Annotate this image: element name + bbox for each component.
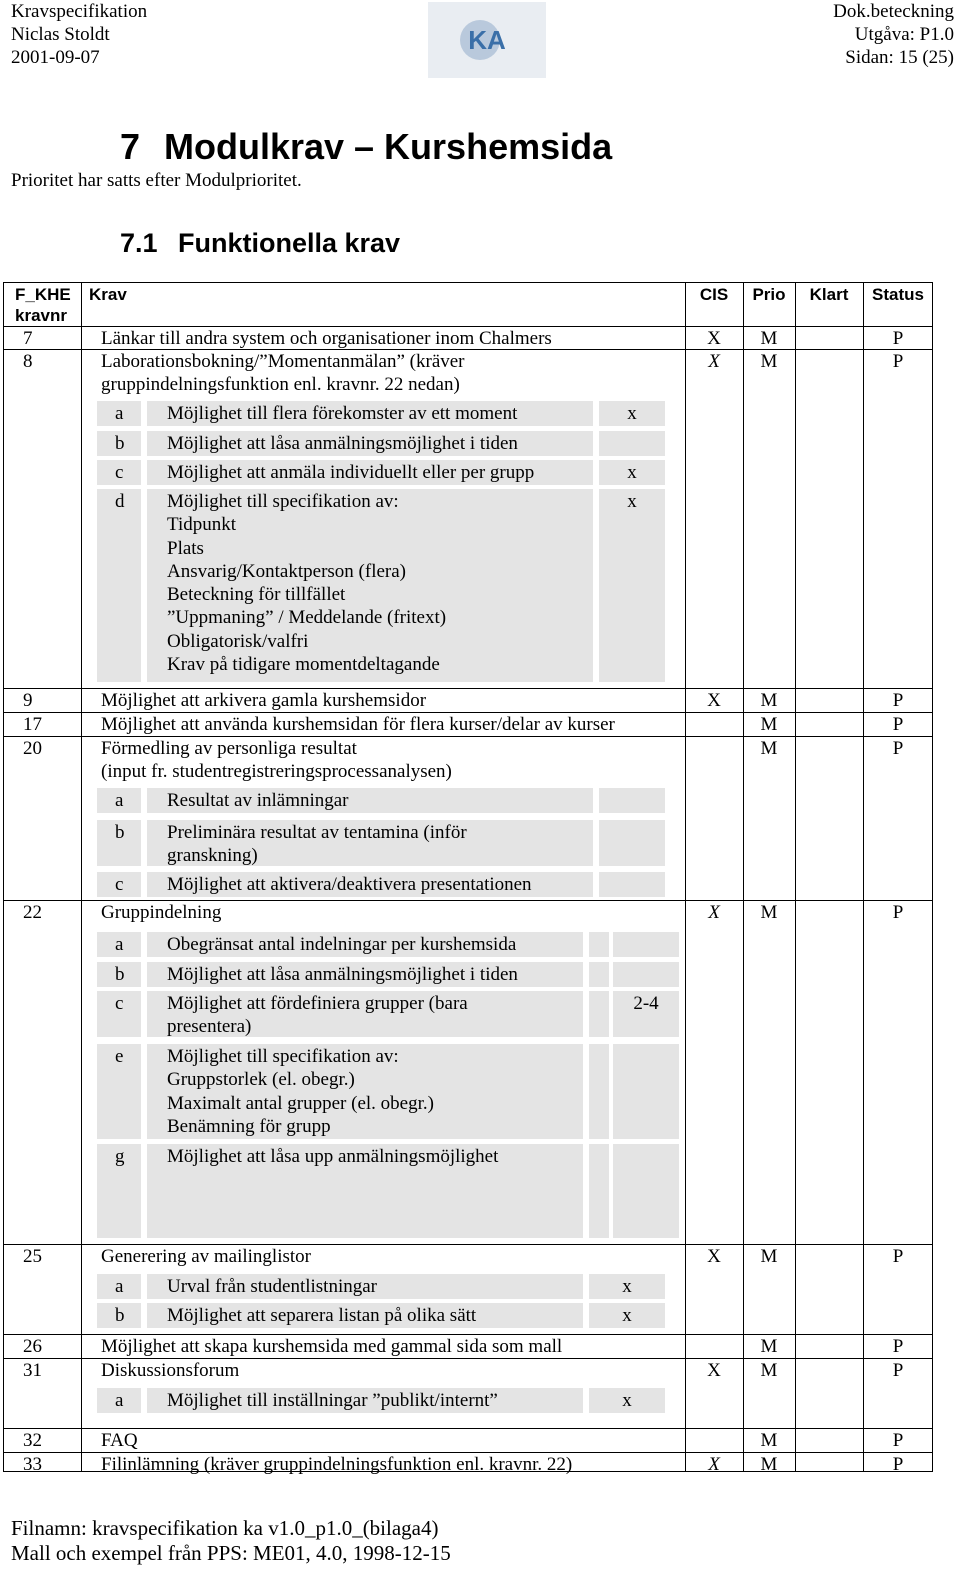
subitem-line: Plats	[167, 537, 204, 559]
requirement-line: FAQ	[101, 1430, 138, 1451]
prio-value: M	[760, 714, 778, 735]
doc-title: Kravspecifikation	[11, 1, 148, 22]
requirement-line: Förmedling av personliga resultat	[101, 738, 357, 759]
prio-value: M	[760, 1336, 778, 1357]
subitem-letter: a	[115, 790, 124, 811]
prio-value: M	[760, 902, 778, 923]
row-id: 7	[23, 328, 33, 349]
subitem-line: Gruppstorlek (el. obegr.)	[167, 1069, 355, 1091]
row-id: 22	[23, 902, 42, 923]
subitem-letter: a	[115, 1390, 124, 1411]
column-header-status: Status	[872, 285, 924, 304]
row-id: 8	[23, 351, 33, 372]
subitem-line: Obegränsat antal indelningar per kurshemsida	[167, 934, 517, 955]
subitem-line: Möjlighet att separera listan på olika sätt	[167, 1305, 477, 1326]
subitem-letter: e	[115, 1046, 124, 1067]
subitem-mark-box	[599, 431, 665, 456]
subitem-text	[167, 992, 468, 1039]
cis-value: X	[707, 1246, 721, 1267]
prio-value: M	[760, 1430, 778, 1451]
subitem-text	[167, 490, 446, 676]
subitem-mark: x	[622, 1276, 632, 1297]
footer-template: Mall och exempel från PPS: ME01, 4.0, 1998-12-15	[11, 1541, 451, 1565]
subitem-line: Benämning för grupp	[167, 1115, 331, 1137]
subitem-letter: d	[115, 491, 125, 512]
subitem-letter: b	[115, 1305, 125, 1326]
column-header-klart: Klart	[809, 285, 849, 304]
column-border	[3, 282, 4, 1472]
column-header-krav: Krav	[89, 285, 127, 304]
subitem-mark-box	[599, 788, 665, 813]
edition: Utgåva: P1.0	[854, 24, 954, 45]
subitem-extra-box	[613, 932, 679, 957]
requirement-text	[101, 1453, 572, 1476]
subitem-line: Möjlighet till specifikation av:	[167, 1046, 399, 1067]
subitem-mark: x	[622, 1390, 632, 1411]
column-header-cis: CIS	[699, 285, 729, 304]
status-value: P	[892, 328, 904, 349]
row-id: 25	[23, 1246, 42, 1267]
subitem-line: Möjlighet att låsa upp anmälningsmöjlighet	[167, 1146, 499, 1167]
subitem-mark-box	[599, 489, 665, 682]
status-value: P	[892, 1246, 904, 1267]
subitem-text	[167, 402, 517, 425]
requirement-text	[101, 713, 615, 736]
row-id: 31	[23, 1360, 42, 1381]
logo-icon	[452, 16, 522, 64]
requirement-text	[101, 1245, 311, 1268]
column-border	[81, 282, 82, 1472]
requirement-line: Diskussionsforum	[101, 1360, 240, 1381]
row-id: 26	[23, 1336, 42, 1357]
row-id: 33	[23, 1454, 42, 1475]
row-id: 17	[23, 714, 42, 735]
subitem-text	[167, 432, 518, 455]
column-border	[795, 282, 796, 1472]
date: 2001-09-07	[11, 47, 100, 68]
subitem-line: ”Uppmaning” / Meddelande (fritext)	[167, 607, 447, 629]
cis-value: X	[707, 1360, 721, 1381]
status-value: P	[892, 738, 904, 759]
cis-value: X	[708, 351, 720, 372]
subsection-heading	[120, 228, 400, 259]
requirements-table	[3, 282, 933, 1475]
status-value: P	[892, 1454, 904, 1475]
subitem-letter: a	[115, 1276, 124, 1297]
subsection-number: 7.1	[120, 228, 158, 258]
requirement-line: Möjlighet att skapa kurshemsida med gammal sida som mall	[101, 1336, 563, 1357]
subitem-letter: b	[115, 964, 125, 985]
subitem-line: presentera)	[167, 1016, 252, 1038]
company-logo	[428, 2, 546, 78]
row-border	[3, 282, 933, 283]
requirement-text	[101, 689, 426, 712]
subitem-text	[167, 933, 516, 956]
subitem-text	[167, 1389, 498, 1412]
footer	[11, 1516, 451, 1566]
subitem-letter: b	[115, 433, 125, 454]
intro-text: Prioritet har satts efter Modulprioritet.	[11, 170, 302, 191]
subitem-letter: c	[115, 993, 124, 1014]
requirement-text	[101, 901, 221, 924]
subitem-line: Urval från studentlistningar	[167, 1276, 378, 1297]
subitem-mark-box	[589, 1144, 609, 1238]
subitem-extra-box	[613, 1044, 679, 1139]
subitem-line: Möjlighet att anmäla individuellt eller per grupp	[167, 462, 535, 483]
subitem-text	[167, 821, 467, 868]
subitem-line: Möjlighet till specifikation av:	[167, 491, 399, 512]
requirement-text	[101, 350, 465, 396]
status-value: P	[892, 351, 904, 372]
requirement-line: (input fr. studentregistreringsprocessanalysen)	[101, 761, 452, 782]
status-value: P	[892, 1430, 904, 1451]
subitem-line: Preliminära resultat av tentamina (inför	[167, 822, 467, 843]
subitem-letter-box	[97, 489, 141, 682]
subitem-letter: b	[115, 822, 125, 843]
requirement-text	[101, 1429, 138, 1452]
subitem-letter: c	[115, 874, 124, 895]
subitem-mark-box	[599, 820, 665, 866]
subitem-text	[167, 1275, 377, 1298]
requirement-text	[101, 737, 452, 783]
requirement-text	[101, 1335, 562, 1358]
header-left	[11, 0, 147, 69]
subitem-text	[167, 963, 518, 986]
requirement-line: Möjlighet att arkivera gamla kurshemsidor	[101, 690, 427, 711]
subitem-extra-box	[613, 962, 679, 987]
header-line: F_KHE	[15, 285, 71, 304]
subitem-mark: x	[622, 1305, 632, 1326]
section-title: Modulkrav – Kurshemsida	[164, 126, 613, 167]
status-value: P	[892, 1336, 904, 1357]
cis-value: X	[707, 328, 721, 349]
subsection-title: Funktionella krav	[178, 228, 401, 258]
subitem-line: granskning)	[167, 845, 258, 867]
subitem-line: Möjlighet till flera förekomster av ett moment	[167, 403, 518, 424]
requirement-line: gruppindelningsfunktion enl. kravnr. 22 nedan)	[101, 374, 460, 395]
subitem-mark-box	[589, 991, 609, 1037]
subitem-line: Ansvarig/Kontaktperson (flera)	[167, 560, 407, 582]
subitem-line: Beteckning för tillfället	[167, 584, 346, 606]
header-line: kravnr	[15, 306, 67, 325]
column-border	[863, 282, 864, 1472]
requirement-line: Filinlämning (kräver gruppindelningsfunktion enl. kravnr. 22)	[101, 1454, 573, 1475]
status-value: P	[892, 902, 904, 923]
subitem-letter: g	[115, 1146, 125, 1167]
prio-value: M	[760, 738, 778, 759]
subitem-line: Möjlighet att aktivera/deaktivera presentationen	[167, 874, 532, 895]
subitem-text	[167, 873, 532, 896]
subitem-text	[167, 1045, 434, 1138]
prio-value: M	[760, 328, 778, 349]
header-right	[833, 0, 954, 69]
subitem-text	[167, 461, 534, 484]
prio-value: M	[760, 1454, 778, 1475]
column-border	[932, 282, 933, 1472]
subitem-mark: x	[627, 491, 637, 512]
column-border	[685, 282, 686, 1472]
prio-value: M	[760, 1360, 778, 1381]
column-header-id	[15, 284, 81, 326]
status-value: P	[892, 690, 904, 711]
status-value: P	[892, 714, 904, 735]
requirement-text	[101, 327, 552, 350]
requirement-line: Möjlighet att använda kurshemsidan för flera kurser/delar av kurser	[101, 714, 615, 735]
prio-value: M	[760, 1246, 778, 1267]
doc-id: Dok.beteckning	[833, 1, 954, 22]
subitem-text	[167, 1145, 498, 1168]
column-border	[743, 282, 744, 1472]
page-number: Sidan: 15 (25)	[845, 47, 954, 68]
subitem-line: Resultat av inlämningar	[167, 790, 349, 811]
subitem-letter: a	[115, 403, 124, 424]
prio-value: M	[760, 690, 778, 711]
subitem-line: Möjlighet till inställningar ”publikt/internt”	[167, 1390, 498, 1411]
subitem-mark: 2-4	[633, 993, 659, 1014]
subitem-mark-box	[599, 872, 665, 897]
subitem-line: Tidpunkt	[167, 514, 236, 536]
requirement-line: Länkar till andra system och organisationer inom Chalmers	[101, 328, 552, 349]
section-heading	[120, 126, 612, 168]
subitem-mark: x	[627, 403, 637, 424]
subitem-text	[167, 1304, 476, 1327]
cis-value: X	[708, 1454, 720, 1475]
requirement-text	[101, 1359, 239, 1382]
subitem-mark: x	[627, 462, 637, 483]
subitem-extra-box	[613, 1144, 679, 1238]
subitem-line: Maximalt antal grupper (el. obegr.)	[167, 1092, 434, 1114]
subitem-line: Möjlighet att fördefiniera grupper (bara	[167, 993, 468, 1014]
row-id: 32	[23, 1430, 42, 1451]
cis-value: X	[707, 690, 721, 711]
section-number: 7	[120, 126, 141, 167]
row-id: 20	[23, 738, 42, 759]
subitem-mark-box	[589, 1044, 609, 1139]
requirement-line: Gruppindelning	[101, 902, 222, 923]
subitem-letter: c	[115, 462, 124, 483]
subitem-line: Möjlighet att låsa anmälningsmöjlighet i tiden	[167, 433, 518, 454]
requirement-line: Laborationsbokning/”Momentanmälan” (kräver	[101, 351, 465, 372]
subitem-line: Krav på tidigare momentdeltagande	[167, 654, 440, 676]
subitem-mark-box	[589, 932, 609, 957]
subitem-line: Möjlighet att låsa anmälningsmöjlighet i tiden	[167, 964, 518, 985]
subitem-mark-box	[589, 962, 609, 987]
subitem-line: Obligatorisk/valfri	[167, 630, 309, 652]
column-header-prio: Prio	[752, 285, 786, 304]
subitem-text	[167, 789, 349, 812]
row-id: 9	[23, 690, 33, 711]
subitem-letter: a	[115, 934, 124, 955]
cis-value: X	[708, 902, 720, 923]
svg-text:KA: KA	[468, 25, 506, 55]
prio-value: M	[760, 351, 778, 372]
footer-filename: Filnamn: kravspecifikation ka v1.0_p1.0_(bilaga4)	[11, 1516, 439, 1540]
author: Niclas Stoldt	[11, 24, 110, 45]
requirement-line: Generering av mailinglistor	[101, 1246, 311, 1267]
status-value: P	[892, 1360, 904, 1381]
